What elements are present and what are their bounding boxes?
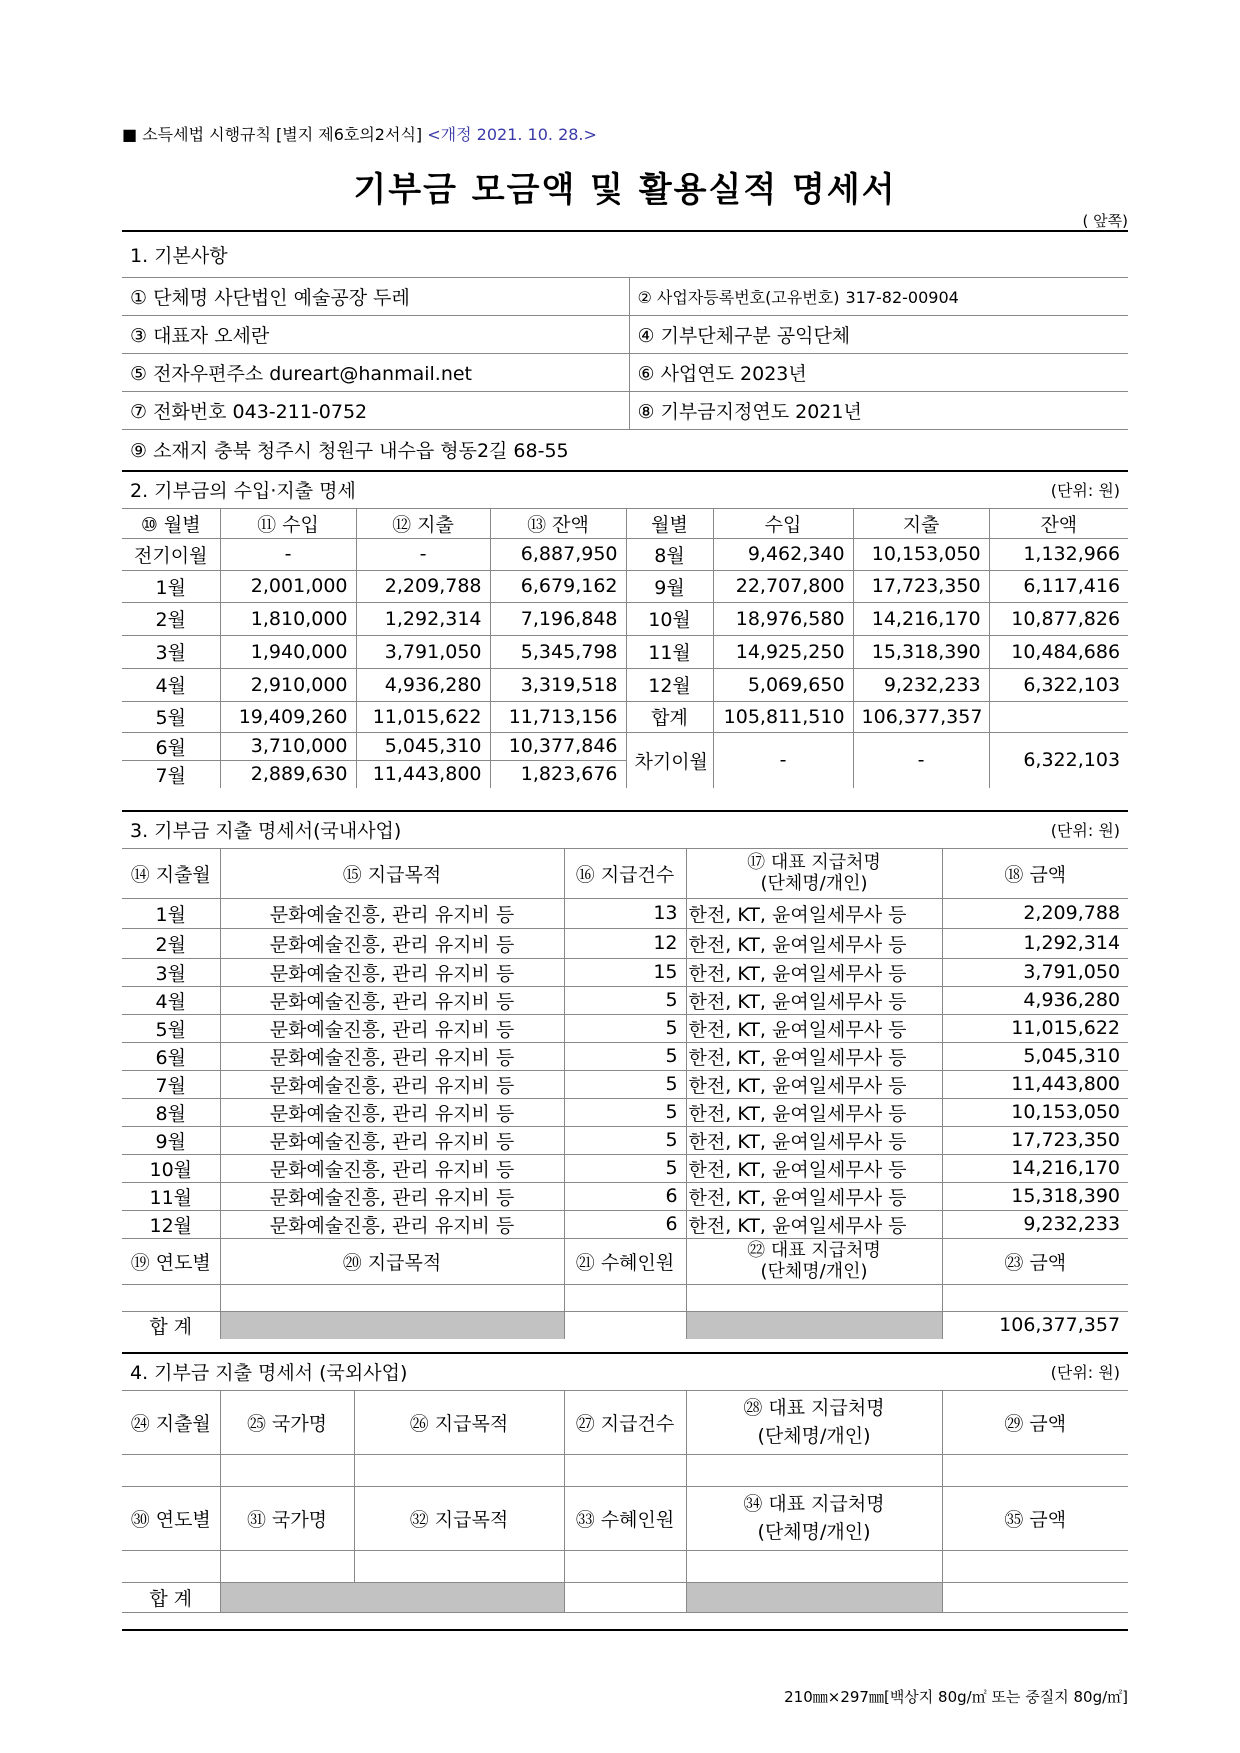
fiscal-year-value: 2023년 bbox=[740, 362, 807, 385]
email-field: ⑤ 전자우편주소 dureart@hanmail.net bbox=[122, 353, 629, 391]
table-row: 1월 문화예술진흥, 관리 유지비 등 13 한전, KT, 윤여일세무사 등 2,209,788 bbox=[122, 898, 1128, 928]
table-row: 11월 문화예술진흥, 관리 유지비 등 6 한전, KT, 윤여일세무사 등 15,318,390 bbox=[122, 1182, 1128, 1210]
table-row: 7월 문화예술진흥, 관리 유지비 등 5 한전, KT, 윤여일세무사 등 11,443,800 bbox=[122, 1070, 1128, 1098]
domestic-table-header: ⑭ 지출월 ⑮ 지급목적 ⑯ 지급건수 ⑰ 대표 지급처명 (단체명/개인) ⑱ 금액 bbox=[122, 848, 1128, 898]
table-row: 4월 문화예술진흥, 관리 유지비 등 5 한전, KT, 윤여일세무사 등 4,936,280 bbox=[122, 986, 1128, 1014]
overseas-total-row: 합 계 bbox=[122, 1582, 1128, 1612]
front-side-label: ( 앞쪽) bbox=[1082, 212, 1128, 230]
section-domestic-expense bbox=[122, 810, 1128, 1339]
phone-value: 043-211-0752 bbox=[232, 400, 368, 423]
address-value: 충북 청주시 청원구 내수읍 형동2길 68-55 bbox=[214, 439, 569, 462]
table-row: 6월 문화예술진흥, 관리 유지비 등 5 한전, KT, 윤여일세무사 등 5,045,310 bbox=[122, 1042, 1128, 1070]
designation-year-value: 2021년 bbox=[795, 400, 862, 423]
domestic-yearly-header: ⑲ 연도별 ⑳ 지급목적 ㉑ 수혜인원 ㉒ 대표 지급처명 (단체명/개인) ㉓ 금액 bbox=[122, 1238, 1128, 1284]
org-type-value: 공익단체 bbox=[776, 324, 851, 347]
representative-field: ③ 대표자 오세란 bbox=[122, 315, 629, 353]
table-row: 3월 문화예술진흥, 관리 유지비 등 15 한전, KT, 윤여일세무사 등 3,791,050 bbox=[122, 958, 1128, 986]
carry-forward-label: 차기이월 bbox=[626, 732, 713, 788]
address-field: ⑨ 소재지 충북 청주시 청원구 내수읍 형동2길 68-55 bbox=[130, 439, 569, 462]
form-reference bbox=[122, 122, 597, 145]
section2-heading: 2. 기부금의 수입·지출 명세 bbox=[130, 480, 356, 503]
table-row: 3월 1,940,000 3,791,050 5,345,798 11월 14,925,250 15,318,390 10,484,686 bbox=[122, 635, 1128, 668]
table-row: 5월 19,409,260 11,015,622 11,713,156 합계 105,811,510 106,377,357 bbox=[122, 701, 1128, 732]
table-row: 1월 2,001,000 2,209,788 6,679,162 9월 22,707,800 17,723,350 6,117,416 bbox=[122, 570, 1128, 602]
section4-heading: 4. 기부금 지출 명세서 (국외사업) bbox=[130, 1362, 408, 1385]
table-row: 9월 문화예술진흥, 관리 유지비 등 5 한전, KT, 윤여일세무사 등 17,723,350 bbox=[122, 1126, 1128, 1154]
representative-value: 오세란 bbox=[214, 324, 270, 347]
table-row: 6월 3,710,000 5,045,310 10,377,846 차기이월 - - 6,322,103 bbox=[122, 732, 1128, 760]
phone-field: ⑦ 전화번호 043-211-0752 bbox=[122, 391, 629, 429]
table-row: 12월 문화예술진흥, 관리 유지비 등 6 한전, KT, 윤여일세무사 등 9,232,233 bbox=[122, 1210, 1128, 1238]
section-overseas-expense bbox=[122, 1352, 1128, 1631]
org-name-value: 사단법인 예술공장 두레 bbox=[214, 286, 410, 309]
fiscal-year-field: ⑥ 사업연도 2023년 bbox=[637, 362, 807, 385]
domestic-total-value: 106,377,357 bbox=[999, 1314, 1121, 1336]
income-table-header: ⑩ 월별 ⑪ 수입 ⑫ 지출 ⑬ 잔액 월별 수입 지출 잔액 bbox=[122, 508, 1128, 538]
overseas-table-header: ㉔ 지출월 ㉕ 국가명 ㉖ 지급목적 ㉗ 지급건수 ㉘ 대표 지급처명 (단체명/개인) ㉙ 금액 bbox=[122, 1390, 1128, 1454]
email-value: dureart@hanmail.net bbox=[269, 362, 472, 385]
org-type-field: ④ 기부단체구분 공익단체 bbox=[637, 324, 851, 347]
table-row: 2월 1,810,000 1,292,314 7,196,848 10월 18,976,580 14,216,170 10,877,826 bbox=[122, 602, 1128, 635]
table-row: 8월 문화예술진흥, 관리 유지비 등 5 한전, KT, 윤여일세무사 등 10,153,050 bbox=[122, 1098, 1128, 1126]
form-note: ■ 소득세법 시행규칙 [별지 제6호의2서식] bbox=[122, 125, 423, 144]
domestic-rows bbox=[122, 898, 1128, 1238]
overseas-yearly-header: ㉚ 연도별 ㉛ 국가명 ㉜ 지급목적 ㉝ 수혜인원 ㉞ 대표 지급처명 (단체명/개인) ㉟ 금액 bbox=[122, 1486, 1128, 1550]
bizno-value: 317-82-00904 bbox=[845, 287, 959, 307]
table-row: 7월 2,889,630 11,443,800 1,823,676 bbox=[122, 760, 1128, 788]
section-income-expense bbox=[122, 470, 1128, 788]
page-title: 기부금 모금액 및 활용실적 명세서 bbox=[353, 170, 897, 210]
carry-forward-balance: 6,322,103 bbox=[1023, 749, 1121, 771]
table-row bbox=[122, 1550, 1128, 1582]
section1-heading: 1. 기본사항 bbox=[130, 244, 228, 267]
bizno-field: ② 사업자등록번호(고유번호) 317-82-00904 bbox=[637, 287, 959, 307]
revision-date: <개정 2021. 10. 28.> bbox=[427, 125, 597, 144]
domestic-total-row: 합 계 106,377,357 bbox=[122, 1311, 1128, 1339]
designation-year-field: ⑧ 기부금지정연도 2021년 bbox=[637, 400, 862, 423]
table-row bbox=[122, 1454, 1128, 1486]
section2-unit: (단위: 원) bbox=[1050, 481, 1121, 501]
section3-unit: (단위: 원) bbox=[1050, 821, 1121, 841]
table-row: 2월 문화예술진흥, 관리 유지비 등 12 한전, KT, 윤여일세무사 등 1,292,314 bbox=[122, 928, 1128, 958]
bottom-rule bbox=[122, 1629, 1128, 1631]
table-row bbox=[122, 1284, 1128, 1311]
table-row: 10월 문화예술진흥, 관리 유지비 등 5 한전, KT, 윤여일세무사 등 14,216,170 bbox=[122, 1154, 1128, 1182]
section-basic-info bbox=[122, 230, 1128, 469]
table-row: 5월 문화예술진흥, 관리 유지비 등 5 한전, KT, 윤여일세무사 등 11,015,622 bbox=[122, 1014, 1128, 1042]
section4-unit: (단위: 원) bbox=[1050, 1363, 1120, 1383]
table-row: 4월 2,910,000 4,936,280 3,319,518 12월 5,069,650 9,232,233 6,322,103 bbox=[122, 668, 1128, 701]
section3-heading: 3. 기부금 지출 명세서(국내사업) bbox=[130, 820, 402, 843]
table-row: 전기이월 - - 6,887,950 8월 9,462,340 10,153,050 1,132,966 bbox=[122, 538, 1128, 570]
paper-spec: 210㎜×297㎜[백상지 80g/㎡ 또는 중질지 80g/㎡] bbox=[784, 1688, 1128, 1706]
org-name-field: ① 단체명 사단법인 예술공장 두레 bbox=[122, 277, 629, 315]
